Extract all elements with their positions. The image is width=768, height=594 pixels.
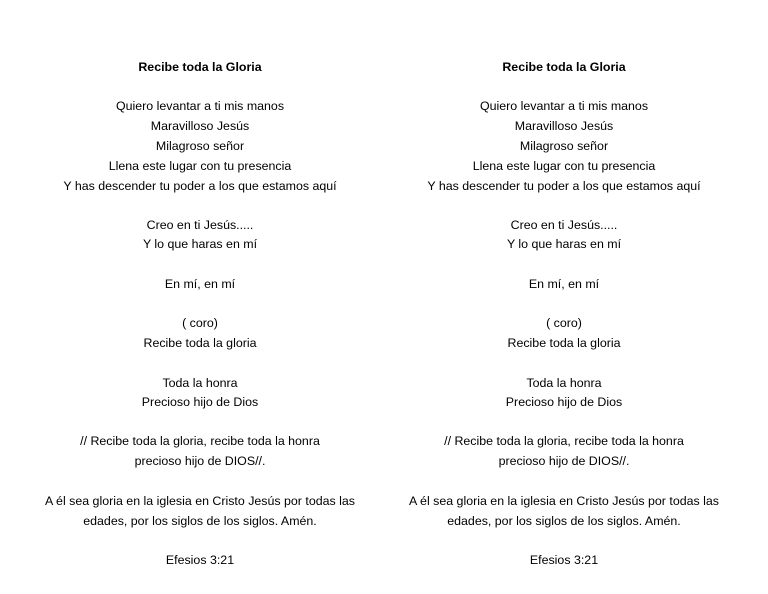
song-line: // Recibe toda la gloria, recibe toda la honra (80, 434, 320, 448)
song-line: Precioso hijo de Dios (141, 395, 259, 409)
song-line: Toda la honra (162, 376, 238, 390)
song-title: Recibe toda la Gloria (502, 60, 626, 74)
bible-reference: Efesios 3:21 (529, 553, 599, 567)
song-line: edades, por los siglos de los siglos. Amén. (83, 514, 317, 528)
song-line: Recibe toda la gloria (143, 336, 257, 350)
song-line: Milagroso señor (155, 139, 245, 153)
song-line: ( coro) (182, 316, 218, 330)
song-line: A él sea gloria en la iglesia en Cristo Jesús por todas las (45, 494, 355, 508)
song-line: Y has descender tu poder a los que estamos aquí (427, 179, 701, 193)
song-line: Y lo que haras en mí (142, 237, 258, 251)
song-line: Llena este lugar con tu presencia (108, 159, 292, 173)
song-line: Y lo que haras en mí (506, 237, 622, 251)
song-line: Llena este lugar con tu presencia (472, 159, 656, 173)
song-line: precioso hijo de DIOS//. (498, 454, 630, 468)
song-line: Y has descender tu poder a los que estamos aquí (63, 179, 337, 193)
song-line: Creo en ti Jesús..... (146, 218, 254, 232)
song-line: A él sea gloria en la iglesia en Cristo Jesús por todas las (409, 494, 719, 508)
song-line: Creo en ti Jesús..... (510, 218, 618, 232)
song-line: Maravilloso Jesús (150, 119, 250, 133)
song-line: // Recibe toda la gloria, recibe toda la honra (444, 434, 684, 448)
song-line: En mí, en mí (164, 277, 236, 291)
song-line: Precioso hijo de Dios (505, 395, 623, 409)
song-line: Toda la honra (526, 376, 602, 390)
bible-reference: Efesios 3:21 (165, 553, 235, 567)
song-line: Maravilloso Jesús (514, 119, 614, 133)
song-line: ( coro) (546, 316, 582, 330)
song-line: Quiero levantar a ti mis manos (479, 99, 649, 113)
song-line: Quiero levantar a ti mis manos (115, 99, 285, 113)
song-line: Milagroso señor (519, 139, 609, 153)
song-title: Recibe toda la Gloria (138, 60, 262, 74)
song-line: Recibe toda la gloria (507, 336, 621, 350)
song-line: En mí, en mí (528, 277, 600, 291)
song-line: edades, por los siglos de los siglos. Amén. (447, 514, 681, 528)
song-line: precioso hijo de DIOS//. (134, 454, 266, 468)
